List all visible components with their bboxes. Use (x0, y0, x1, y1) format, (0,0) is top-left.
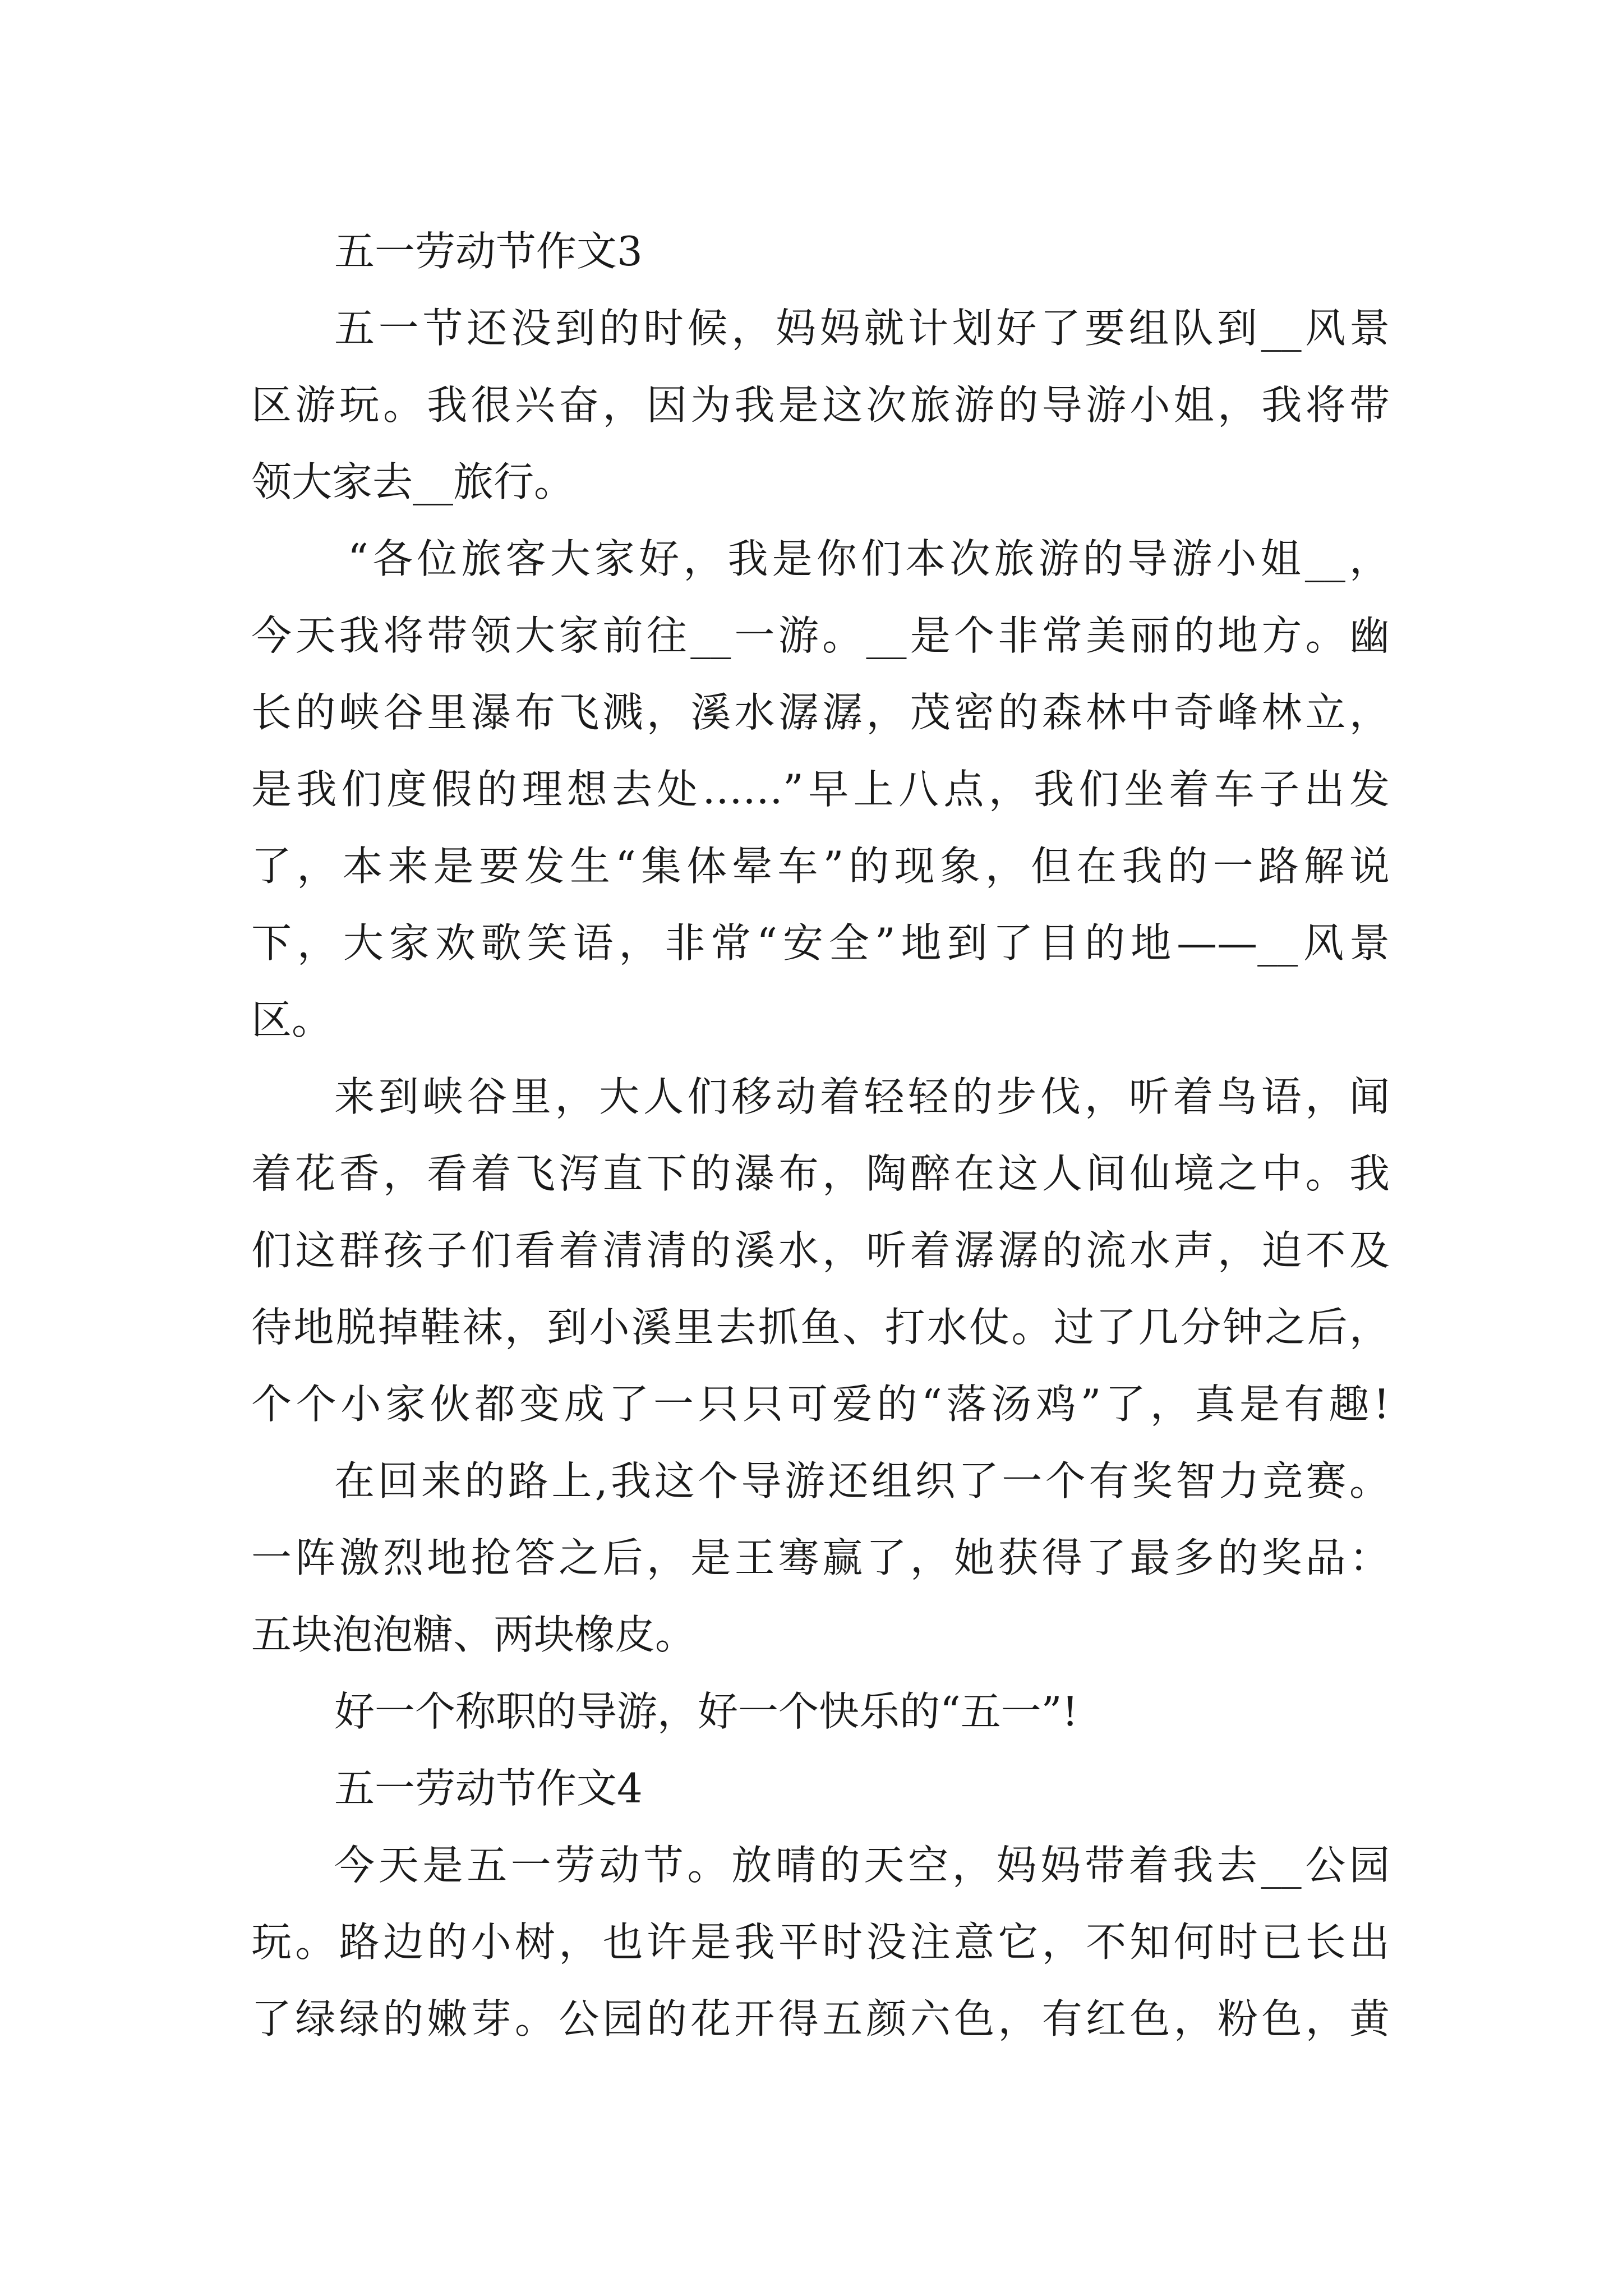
paragraph-line: 五一节还没到的时候，妈妈就计划好了要组队到__风景 (334, 305, 1390, 352)
paragraph-line: 一阵激烈地抢答之后，是王骞赢了，她获得了最多的奖品： (251, 1534, 1390, 1581)
paragraph-line: 五块泡泡糖、两块橡皮。 (251, 1611, 696, 1658)
paragraph-line: 长的峡谷里瀑布飞溅，溪水潺潺，茂密的森林中奇峰林立， (251, 689, 1390, 736)
document-page (251, 213, 1390, 2058)
paragraph-line: 区。 (251, 996, 333, 1043)
paragraph-line: 了，本来是要发生“集体晕车”的现象，但在我的一路解说 (251, 843, 1390, 890)
paragraph-line: 来到峡谷里，大人们移动着轻轻的步伐，听着鸟语，闻 (334, 1073, 1390, 1120)
paragraph-line: 待地脱掉鞋袜，到小溪里去抓鱼、打水仗。过了几分钟之后， (251, 1304, 1390, 1351)
paragraph-line: 今天我将带领大家前往__一游。__是个非常美丽的地方。幽 (251, 612, 1390, 659)
paragraph-line: 区游玩。我很兴奋，因为我是这次旅游的导游小姐，我将带 (251, 381, 1390, 429)
paragraph-line: 领大家去__旅行。 (251, 458, 575, 505)
paragraph-line: “各位旅客大家好，我是你们本次旅游的导游小姐__， (348, 535, 1390, 582)
paragraph-line: 着花香，看着飞泻直下的瀑布，陶醉在这人间仙境之中。我 (251, 1150, 1390, 1197)
paragraph-line: 今天是五一劳动节。放晴的天空，妈妈带着我去__公园 (334, 1842, 1390, 1889)
paragraph-line: 们这群孩子们看着清清的溪水，听着潺潺的流水声，迫不及 (251, 1227, 1390, 1274)
paragraph-line: 好一个称职的导游，好一个快乐的“五一”! (334, 1688, 1078, 1735)
essay-4-title: 五一劳动节作文4 (334, 1765, 643, 1812)
paragraph-line: 在回来的路上,我这个导游还组织了一个有奖智力竞赛。 (334, 1457, 1390, 1504)
paragraph-line: 下，大家欢歌笑语，非常“安全”地到了目的地——__风景 (251, 919, 1390, 967)
paragraph-line: 是我们度假的理想去处……”早上八点，我们坐着车子出发 (251, 766, 1390, 813)
paragraph-line: 玩。路边的小树，也许是我平时没注意它，不知何时已长出 (251, 1918, 1390, 1966)
essay-3-title: 五一劳动节作文3 (334, 228, 643, 275)
paragraph-line: 个个小家伙都变成了一只只可爱的“落汤鸡”了，真是有趣! (251, 1381, 1390, 1428)
paragraph-line: 了绿绿的嫩芽。公园的花开得五颜六色，有红色，粉色，黄 (251, 1995, 1390, 2042)
